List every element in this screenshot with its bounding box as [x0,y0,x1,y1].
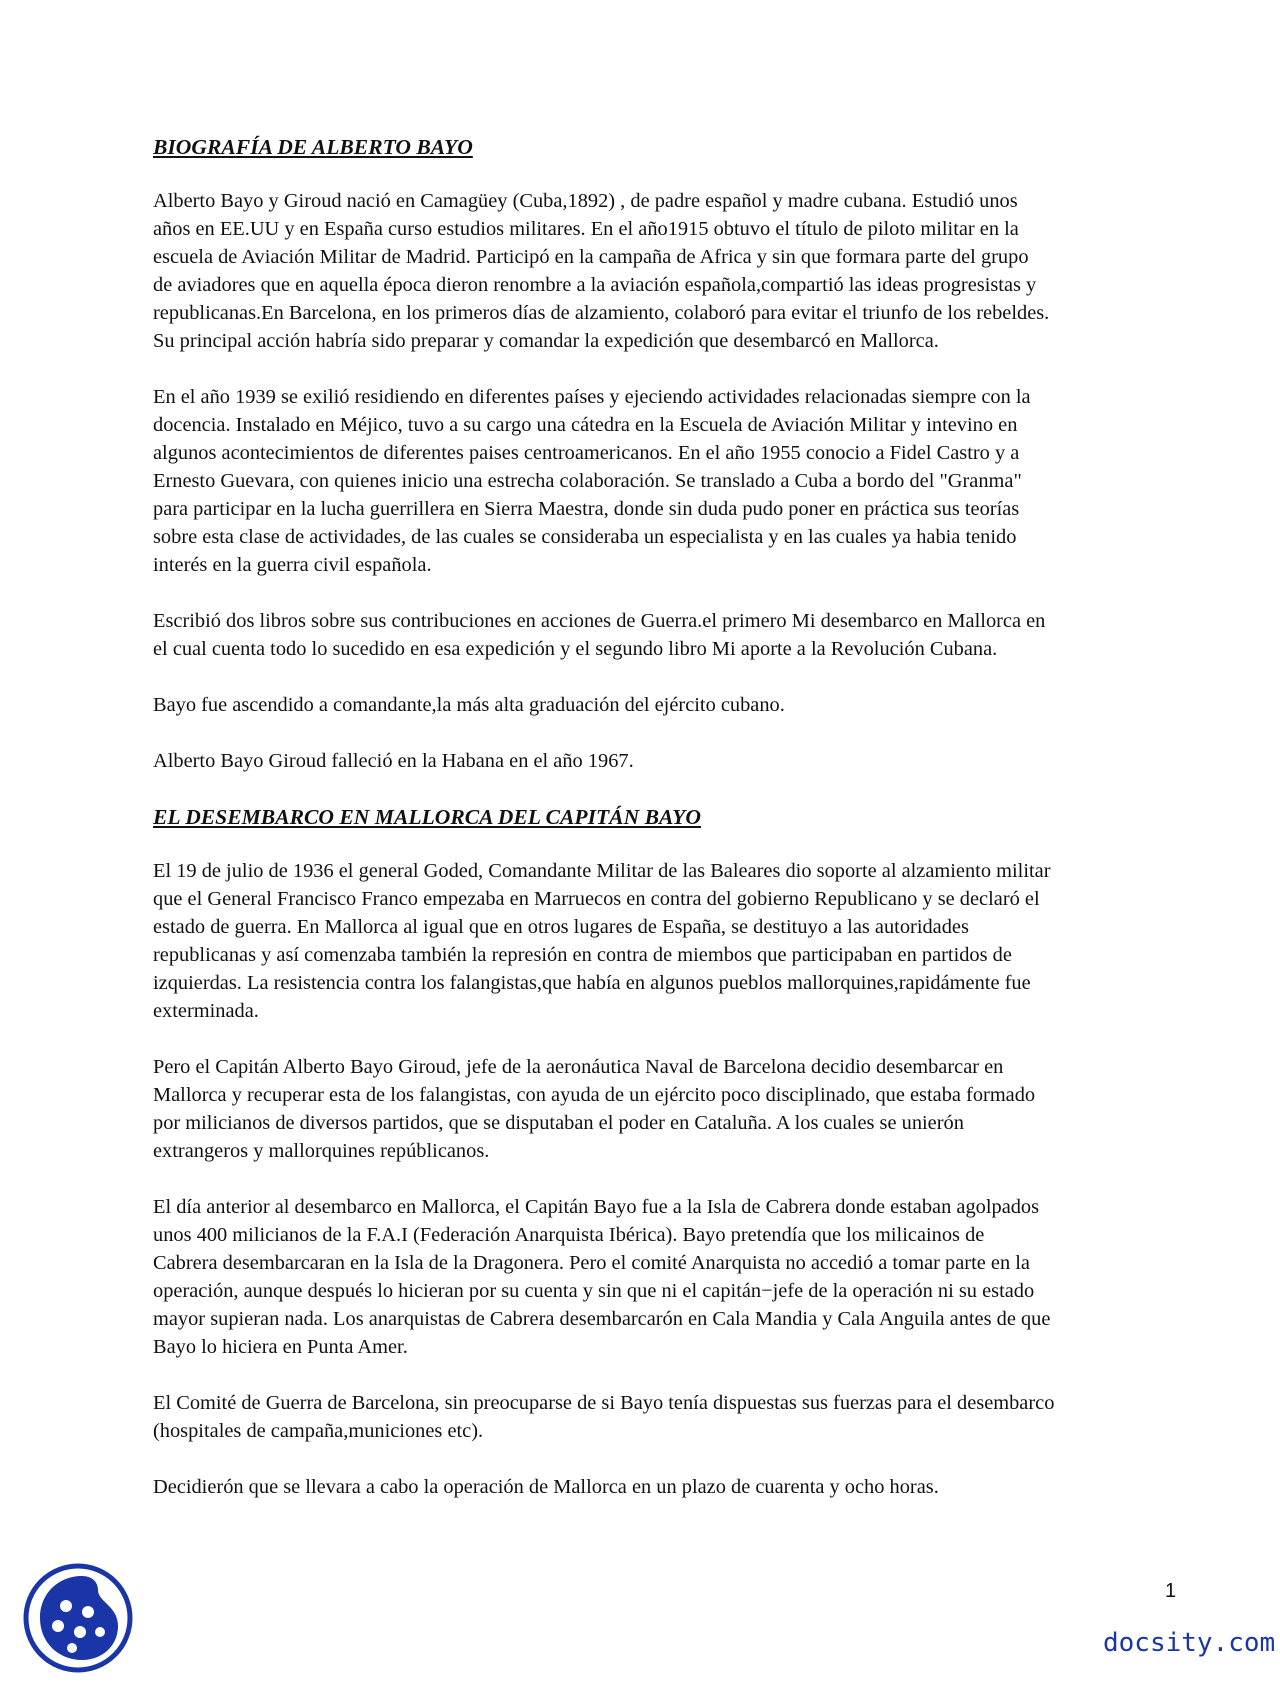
paragraph-line: de aviadores que en aquella época dieron renombre a la aviación española,compartió las ideas progresistas y [153,274,1037,296]
paragraph-line: Escribió dos libros sobre sus contribuciones en acciones de Guerra.el primero Mi desembarco en Mallorca en [153,610,1046,632]
paragraph-line: el cual cuenta todo lo sucedido en esa expedición y el segundo libro Mi aporte a la Revolución Cubana. [153,638,998,660]
paragraph-line: Bayo lo hiciera en Punta Amer. [153,1336,408,1358]
paragraph-line: por milicianos de diversos partidos, que se disputaban el poder en Cataluña. A los cuales se unierón [153,1112,964,1134]
docsity-brand-link[interactable]: docsity.com [1103,1628,1276,1658]
paragraph-line: docencia. Instalado en Méjico, tuvo a su cargo una cátedra en la Escuela de Aviación Militar y intevino en [153,414,1018,436]
paragraph-line: que el General Francisco Franco empezaba en Marruecos en contra del gobierno Republicano y se declaró el [153,888,1040,910]
docsity-logo-icon[interactable] [22,1562,134,1674]
document-page [153,133,1193,1529]
paragraph-line: republicanas y así comenzaba también la represión en contra de miembos que participaban en partidos de [153,944,1012,966]
section-heading-landing: EL DESEMBARCO EN MALLORCA DEL CAPITÁN BAYO [153,805,701,829]
paragraph-line: exterminada. [153,1000,259,1022]
paragraph-line: izquierdas. La resistencia contra los falangistas,que había en algunos pueblos mallorquines,rapidámente fue [153,972,1031,994]
paragraph-line: Decidierón que se llevara a cabo la operación de Mallorca en un plazo de cuarenta y ocho horas. [153,1476,939,1498]
paragraph [153,607,1193,663]
paragraph-line: Alberto Bayo y Giroud nació en Camagüey (Cuba,1892) , de padre español y madre cubana. Estudió unos [153,190,1018,212]
paragraph-line: Cabrera desembarcaran en la Isla de la Dragonera. Pero el comité Anarquista no accedió a tomar parte en la [153,1252,1030,1274]
section-heading-biography: BIOGRAFÍA DE ALBERTO BAYO [153,135,473,159]
paragraph-line: mayor supieran nada. Los anarquistas de Cabrera desembarcarón en Cala Mandia y Cala Anguila antes de que [153,1308,1051,1330]
paragraph-line: unos 400 milicianos de la F.A.I (Federación Anarquista Ibérica). Bayo pretendía que los milicainos de [153,1224,985,1246]
paragraph [153,383,1193,579]
paragraph-line: escuela de Aviación Militar de Madrid. Participó en la campaña de Africa y sin que formara parte del grupo [153,246,1029,268]
paragraph-line: El Comité de Guerra de Barcelona, sin preocuparse de si Bayo tenía dispuestas sus fuerzas para el desembarco [153,1392,1055,1414]
paragraph-line: Alberto Bayo Giroud falleció en la Habana en el año 1967. [153,750,634,772]
paragraph-line: operación, aunque después lo hicieran por su cuenta y sin que ni el capitán−jefe de la operación ni su estado [153,1280,1035,1302]
paragraph-line: Mallorca y recuperar esta de los falangistas, con ayuda de un ejército poco disciplinado, que estaba formado [153,1084,1036,1106]
paragraph-line: En el año 1939 se exilió residiendo en diferentes países y ejeciendo actividades relacionadas siempre con la [153,386,1031,408]
paragraph [153,187,1193,355]
paragraph-line: (hospitales de campaña,municiones etc). [153,1420,484,1442]
paragraph [153,1389,1193,1445]
paragraph-line: extrangeros y mallorquines repúblicanos. [153,1140,490,1162]
paragraph-line: años en EE.UU y en España curso estudios militares. En el año1915 obtuvo el título de piloto militar en la [153,218,1019,240]
paragraph-line: interés en la guerra civil española. [153,554,432,576]
paragraph-line: Bayo fue ascendido a comandante,la más alta graduación del ejército cubano. [153,694,785,716]
paragraph-line: estado de guerra. En Mallorca al igual que en otros lugares de España, se destituyo a las autoridades [153,916,969,938]
paragraph [153,691,1193,719]
paragraph [153,1053,1193,1165]
paragraph [153,747,1193,775]
paragraph-line: Ernesto Guevara, con quienes inicio una estrecha colaboración. Se translado a Cuba a bordo del "Granma" [153,470,1022,492]
paragraph-line: sobre esta clase de actividades, de las cuales se consideraba un especialista y en las cuales ya habia tenido [153,526,1017,548]
paragraph-line: Su principal acción habría sido preparar y comandar la expedición que desembarcó en Mallorca. [153,330,939,352]
paragraph [153,1473,1193,1501]
paragraph-line: algunos acontecimientos de diferentes paises centroamericanos. En el año 1955 conocio a Fidel Castro y a [153,442,1020,464]
paragraph-line: El 19 de julio de 1936 el general Goded, Comandante Militar de las Baleares dio soporte al alzamiento militar [153,860,1051,882]
paragraph [153,1193,1193,1361]
paragraph [153,857,1193,1025]
page-number: 1 [1165,1580,1177,1602]
paragraph-line: para participar en la lucha guerrillera en Sierra Maestra, donde sin duda pudo poner en práctica sus teorías [153,498,1020,520]
paragraph-line: Pero el Capitán Alberto Bayo Giroud, jefe de la aeronáutica Naval de Barcelona decidio desembarcar en [153,1056,1004,1078]
paragraph-line: republicanas.En Barcelona, en los primeros días de alzamiento, colaboró para evitar el triunfo de los rebeldes. [153,302,1050,324]
paragraph-line: El día anterior al desembarco en Mallorca, el Capitán Bayo fue a la Isla de Cabrera donde estaban agolpados [153,1196,1040,1218]
